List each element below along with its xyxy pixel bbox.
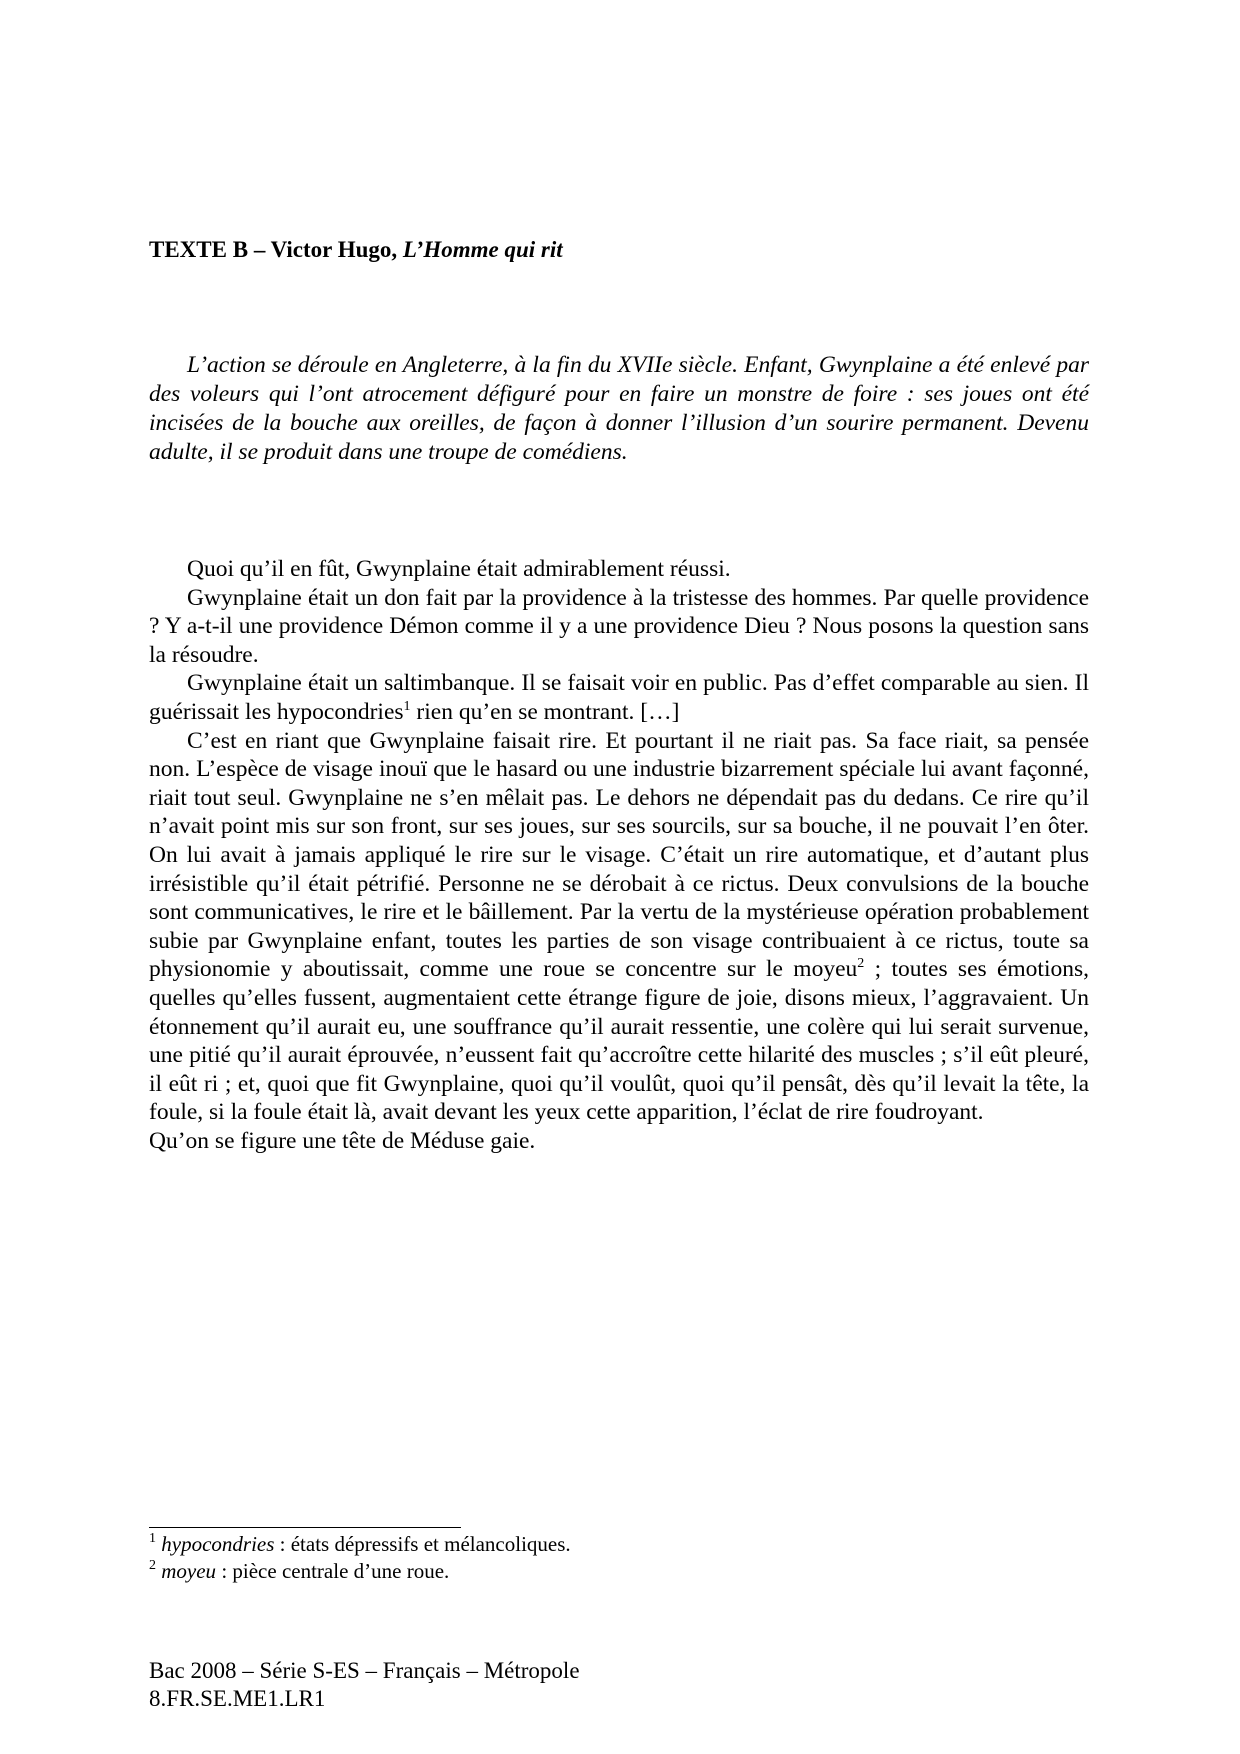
footnote-separator (149, 1527, 461, 1528)
paragraph-4-text-b: ; toutes ses émotions, quelles qu’elles fussent, augmentaient cette étrange figure de joie, disons mieux, l’aggravaient. Un étonnement qu’il aurait eu, une souffrance qu’il aurait ressentie, une colère qui lui serait survenue, une pitié qu’il aurait éprouvée, n’eussent fait qu’accroître cette hilarité des muscles ; s’il eût pleuré, il eût ri ; et, quoi que fit Gwynplaine, quoi qu’il voulût, quoi qu’il pensât, dès qu’il levait la tête, la foule, si la foule était là, avait devant les yeux cette apparition, l’éclat de rire foudroyant. (149, 956, 1090, 1126)
footnote-1 (149, 1531, 571, 1558)
paragraph-1: Quoi qu’il en fût, Gwynplaine était admirablement réussi. (187, 556, 731, 582)
page-footer (149, 1657, 580, 1713)
paragraph-5: Qu’on se figure une tête de Méduse gaie. (149, 1127, 536, 1154)
footer-code-line: 8.FR.SE.ME1.LR1 (149, 1686, 326, 1711)
footnote-1-number: 1 (149, 1531, 156, 1546)
text-title (149, 236, 563, 264)
paragraph-3 (149, 669, 1089, 726)
paragraph-2: Gwynplaine était un don fait par la providence à la tristesse des hommes. Par quelle providence ? Y a-t-il une providence Démon comme il y a une providence Dieu ? Nous posons la question sans la résoudre. (149, 584, 1089, 668)
paragraph-3-text-a: Gwynplaine était un saltimbanque. Il se faisait voir en public. Pas d’effet comparable au sien. Il guérissait les hypocondries (149, 670, 1089, 725)
footer-exam-line: Bac 2008 – Série S-ES – Français – Métropole (149, 1658, 580, 1683)
footnote-2 (149, 1558, 571, 1585)
footnote-2-number: 2 (149, 1558, 156, 1573)
title-prefix: TEXTE B – Victor Hugo, (149, 237, 403, 262)
footnote-2-term: moyeu (161, 1559, 217, 1583)
paragraph-4 (149, 727, 1089, 1127)
paragraph-4-text-a: C’est en riant que Gwynplaine faisait rire. Et pourtant il ne riait pas. Sa face riait, sa pensée non. L’espèce de visage inouï que le hasard ou une industrie bizarrement spéciale lui avant façonné, riait tout seul. Gwynplaine ne s’en mêlait pas. Le dehors ne dépendait pas du dedans. Ce rire qu’il n’avait point mis sur son front, sur ses joues, sur ses sourcils, sur sa bouche, il ne pouvait l’en ôter. On lui avait à jamais appliqué le rire sur le visage. C’était un rire automatique, et d’autant plus irrésistible qu’il était pétrifié. Personne ne se dérobait à ce rictus. Deux convulsions de la bouche sont communicatives, le rire et le bâillement. Par la vertu de la mystérieuse opération probablement subie par Gwynplaine enfant, toutes les parties de son visage contribuaient à ce rictus, toute sa physionomie y aboutissait, comme une roue se concentre sur le moyeu (149, 727, 1089, 983)
excerpt-body (149, 555, 1089, 1155)
paragraph-3-text-b: rien qu’en se montrant. […] (410, 698, 680, 725)
footnote-ref-1: 1 (403, 698, 411, 714)
footnote-2-definition: : pièce centrale d’une roue. (216, 1559, 450, 1583)
title-work: L’Homme qui rit (402, 237, 563, 262)
footnote-1-term: hypocondries (161, 1532, 275, 1556)
footnotes (149, 1531, 571, 1585)
footnote-1-definition: : états dépressifs et mélancoliques. (274, 1532, 571, 1556)
intro-paragraph: L’action se déroule en Angleterre, à la fin du XVIIe siècle. Enfant, Gwynplaine a été enlevé par des voleurs qui l’ont atrocement défiguré pour en faire un monstre de foire : ses joues ont été incisées de la bouche aux oreilles, de façon à donner l’illusion d’un sourire permanent. Devenu adulte, il se produit dans une troupe de comédiens. (149, 352, 1089, 465)
footnote-ref-2: 2 (857, 956, 865, 972)
